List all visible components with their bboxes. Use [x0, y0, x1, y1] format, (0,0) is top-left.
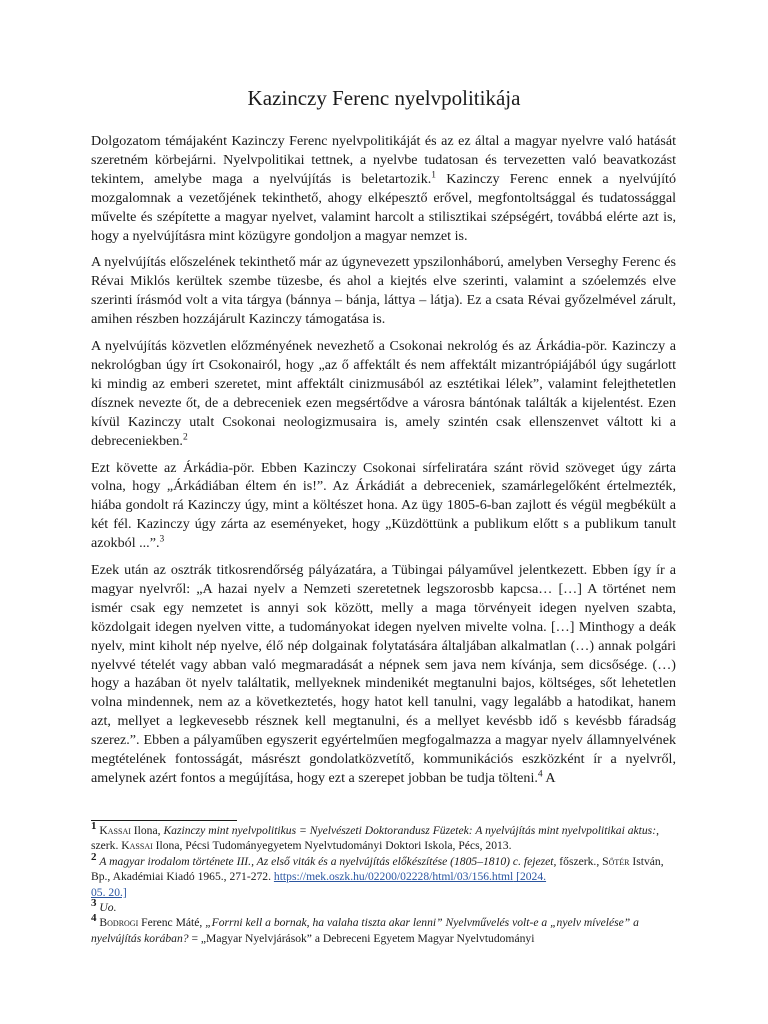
footnote-1-author: Kassai [99, 824, 131, 837]
paragraph-2 [91, 253, 676, 329]
footnote-separator [91, 820, 237, 821]
footnote-2-number: 2 [91, 850, 97, 863]
footnote-ref-2[interactable]: 2 [182, 431, 188, 442]
paragraph-1-text-a: Dolgozatom témájaként Kazinczy Ferenc nyelvpolitikáját és az ez által a magyar nyelvre való hatását szeretném körbejárni. Nyelvpolitikai tettnek, a nyelvbe tudatosan és tervezetten való beavatkozást tekintem, amelybe maga a nyelvújítás is beletartozik. [91, 133, 676, 187]
footnote-1 [91, 820, 676, 854]
footnote-2-mid: főszerk., [556, 854, 603, 868]
footnote-ref-4[interactable]: 4 [537, 769, 543, 780]
paragraph-5 [91, 561, 676, 788]
footnote-1-author-rest: Ilona, [130, 824, 164, 837]
footnote-2-link[interactable]: https://mek.oszk.hu/02200/02228/html/03/156.html [273, 870, 514, 884]
footnote-4-author: Bodrogi [99, 916, 139, 930]
footnotes [91, 820, 676, 946]
footnote-4 [91, 912, 676, 946]
footnote-2 [91, 850, 676, 900]
paragraph-3-text: A nyelvújítás közvetlen előzményének nevezhető a Csokonai nekrológ és az Árkádia-pör. Kazinczy a nekrológban úgy írt Csokonairól, hogy „az ő affektált és nem affektált mizantrópiájából úgy sugárlott ki mindig az emberi szeretet, mint affektált cinizmusából az esztétikai lélek”, valamint felejthetetlen dísznek nevezte őt, de a debreceniek ezen megsértődve a városra bántónak találták a kijelentést. Ezen kívül Kazinczy utalt Csokonai neologizmusaira is, amely szintén csak ellenszenvet váltott ki a debreceniekben. [91, 338, 676, 449]
footnote-2-date-link[interactable]: [2024. [513, 870, 547, 884]
footnote-1-rest: Ilona, Pécsi Tudományegyetem Nyelvtudományi Doktori Iskola, Pécs, 2013. [152, 839, 512, 853]
footnote-4-author-rest: Ferenc Máté, [138, 916, 206, 930]
footnote-ref-1[interactable]: 1 [431, 170, 437, 181]
paragraph-4-text: Ezt követte az Árkádia-pör. Ebben Kazinczy Csokonai sírfeliratára szánt rövid szöveget úgy zárta volna, hogy „Árkádiában éltem én is!”. Az Árkádiát a debreceniek, szamárlegelőként értelmezték, hiába gondolt rá Kazinczy úgy, mint a költészet hona. Az ügy 1805-6-ban zajlott és végül megbékült a két fél. Kazinczy úgy zárta az eseményeket, hogy „Küzdöttünk a publikum előtt s a publikum tanult azokból ...”. [91, 459, 676, 552]
footnote-3-number: 3 [91, 897, 97, 910]
footnote-ref-3[interactable]: 3 [159, 534, 165, 545]
paragraph-5-tail: A [542, 770, 556, 786]
paragraph-4 [91, 459, 676, 554]
footnote-4-number: 4 [91, 912, 97, 925]
footnote-1-editor: Kassai [121, 839, 153, 853]
footnote-3-text: Uo. [99, 901, 117, 915]
footnote-2-editor: Sőtér [602, 854, 630, 868]
paragraph-1-text-b: Kazinczy Ferenc ennek a nyelvújító mozgalomnak a vezetőjének tekinthető, ahogy elképesztő erővel, megfontoltsággal és tudatossággal művelte és szépítette a magyar nyelvet, valamint harcolt a stilisztikai szépségért, továbbá elérte azt is, hogy a nyelvújításra mint közügyre gondoljon a magyar nemzet is. [91, 170, 677, 244]
footnote-4-title: „Forrni kell a bornak, ha valaha tiszta akar lenni” Nyelvművelés volt-e a „nyelv mívelése” a nyelvújítás korában? [91, 916, 639, 945]
footnote-1-title: Kazinczy mint nyelvpolitikus = Nyelvészeti Doktorandusz Füzetek: A nyelvújítás mint nyelvpolitikai aktus: [163, 824, 657, 837]
footnote-2-date-rest[interactable]: 05. 20.] [91, 885, 127, 899]
paragraph-5-text: Ezek után az osztrák titkosrendőrség pályázatára, a Tübingai pályaművel jelentkezett. Ebben így ír a magyar nyelvről: „A hazai nyelv a Nemzeti szeretetnek legszorosbb kapcsa… […] A történet nem ismér csak egy nemzetet is annyi sok között, melly a maga törvényeit idegen nyelven szabta, közdolgait idegen nyelven vitte, a tudományokat idegen nyelven mivelte volna. […] Minthogy a deák nyelv, mint kiholt nép nyelve, élő nép dolgainak folytatására általjában alkalmatlan (…) annak polgári nyelvvé tételét vagy abban való megmaradását a népnek sem java nem kívánja, sem dicsősége. (…) hogy a hazában öt nyelv találtatik, mellyeknek mindenikét megtanulni bajos, költséges, sőt lehetetlen volna mindennek, nem az a következtetés, hogy hatot kell tanulni, vagy legalább a hatodikat, hanem azt, mellyet a legkevesebb résznek kell megtanulni, és a mellyet kevésbb idő s kevésbb fáradság szerez.”. Ebben a pályaműben egyszerit egyértelműen megfogalmazza a magyar nyelv államnyelvének megtételének fontosságát, másrészt gondolatközvetítő, kommunikációs eszközként ír a nyelvről, amelynek azért fontos a megújítása, hogy ezt a szerepet jobban be tudja tölteni. [91, 562, 676, 786]
paragraph-2-text: A nyelvújítás előszelének tekinthető már az úgynevezett ypszilonháború, amelyben Verseghy Ferenc és Révai Miklós kerültek szembe tüzesbe, és ahol a kiejtés elve szerinti, valamint a szóelemzés elve szerinti írásmód volt a vita tárgya (bánnya – bánja, láttya – látja). Ez a csata Révai győzelmével zárult, amihen részben hozzájárult Kazinczy támogatása is. [91, 254, 676, 328]
footnote-1-number: 1 [91, 820, 97, 833]
footnote-4-rest: = „Magyar Nyelvjárások” a Debreceni Egyetem Magyar Nyelvtudományi [188, 931, 535, 945]
document-body [91, 132, 676, 788]
paragraph-1 [91, 132, 676, 245]
footnote-2-rest: István, Bp., Akadémiai Kiadó 1965., 271-272. [91, 854, 664, 884]
document-title: Kazinczy Ferenc nyelvpolitikája [247, 86, 521, 110]
footnote-1-mid: , szerk. [91, 824, 659, 853]
footnote-3 [91, 897, 676, 915]
paragraph-3 [91, 337, 676, 450]
footnote-2-title: A magyar irodalom története III., Az első viták és a nyelvújítás előkészítése (1805–1810) c. fejezet, [99, 854, 557, 868]
